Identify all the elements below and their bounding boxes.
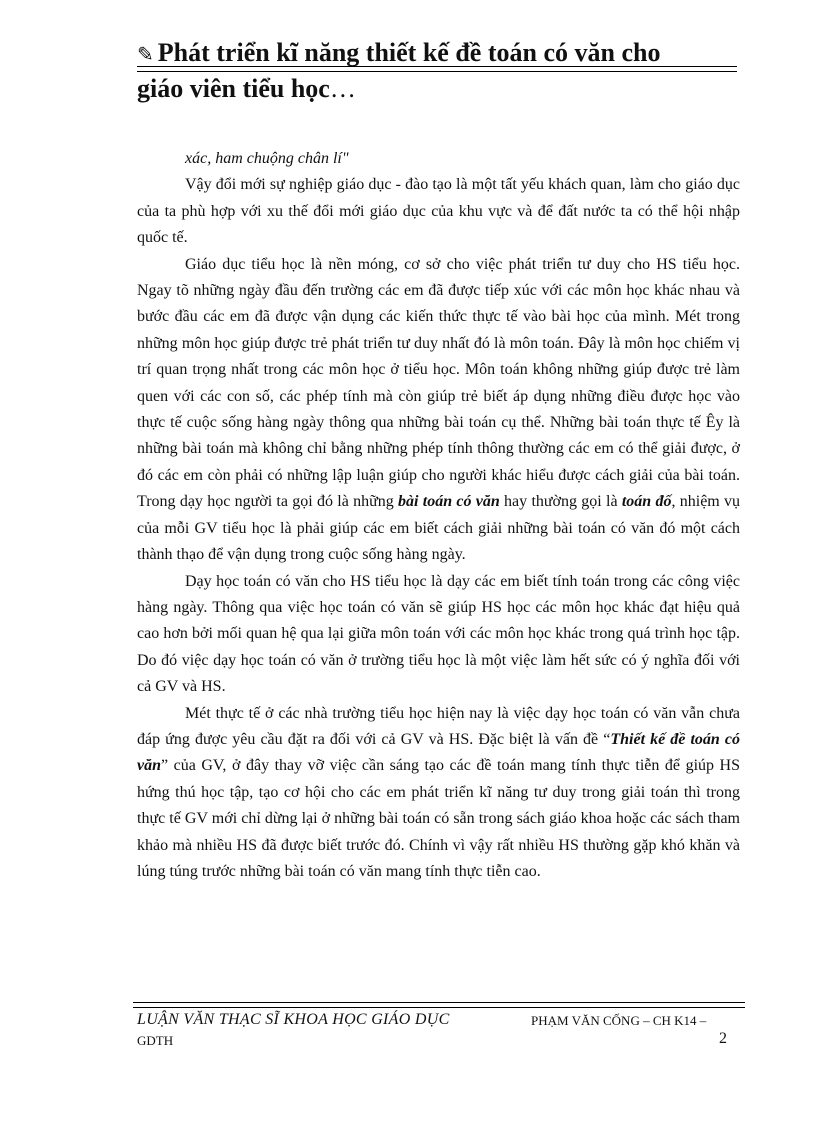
paragraph-2-text-c: , nhiệm vụ của mỗi GV tiểu học là phải giúp các em biết cách giải những bài toán có văn đó một cách thành thạo để vận dụng trong cuộc sống hàng ngày. — [137, 493, 741, 564]
paragraph-3: Dạy học toán có văn cho HS tiểu học là dạy các em biết tính toán trong các công việc hàng ngày. Thông qua việc học toán có văn sẽ giúp HS học các môn học khác đạt hiệu quả cao hơn bởi mối quan hệ qua lại giữa môn toán với các môn học khác trong quá trình học tập. Do đó việc dạy học toán có văn ở trường tiểu học là một việc làm hết sức có ý nghĩa đối với cả GV và HS. — [137, 572, 740, 696]
header-title-line1: Phát triển kĩ năng thiết kế đề toán có văn cho — [157, 38, 661, 67]
paragraph-4 — [137, 701, 740, 886]
header-title-line2: giáo viên tiểu học — [137, 74, 330, 103]
pencil-icon: ✎ — [137, 44, 154, 66]
paragraph-4-text-b: ” của GV, ở đây thay vỡ việc cần sáng tạo các đề toán mang tính thực tiễn để giúp HS hứng thú học tập, tạo cơ hội cho các em phát triển kĩ năng tư duy trong giải toán thì trong thực tế GV mới chỉ dừng lại ở những bài toán có sẵn trong sách giáo khoa hoặc các sách tham khảo mà nhiều HS đã được biết trước đó. Chính vì vậy rất nhiều HS thường gặp khó khăn và lúng túng trước những bài toán có văn mang tính thực tiễn cao. — [137, 757, 740, 880]
footer-author: PHẠM VĂN CỐNG – CH K14 – — [531, 1013, 707, 1028]
footer-program: GDTH — [137, 1033, 174, 1048]
document-body — [137, 146, 740, 885]
paragraph-1: Vậy đổi mới sự nghiệp giáo dục - đào tạo là một tất yếu khách quan, làm cho giáo dục của ta phù hợp với xu thế đổi mới giáo dục của khu vực và để đất nước ta có thể hội nhập quốc tế. — [137, 176, 740, 247]
paragraph-0: xác, ham chuộng chân lí" — [185, 150, 349, 167]
emphasis-bai-toan-co-van: bài toán có văn — [398, 493, 500, 511]
paragraph-2-text-a: Giáo dục tiểu học là nền móng, cơ sở cho việc phát triển tư duy cho HS tiểu học. Ngay tõ những ngày đầu đến trường các em đã được tiếp xúc với các môn học khác nhau và bước đầu các em đã được vận dụng các kiến thức thực tế vào bài học của mình. Mét trong những môn học giúp được trẻ phát triển tư duy nhất đó là môn toán. Đây là môn học chiếm vị trí quan trọng nhất trong các môn học ở tiểu học. Môn toán không những giúp được trẻ làm quen với các con số, các phép tính mà còn giúp trẻ biết áp dụng những điều được học vào thực tế cuộc sống hàng ngày thông qua những bài toán cụ thể. Những bài toán thực tế Êy là những bài toán mà không chỉ bằng những phép tính thông thường các em có thể giải được, ở đó các em còn phải có những lập luận giúp cho người khác hiểu được cách giải của bài toán. Trong dạy học người ta gọi đó là những — [137, 255, 740, 511]
paragraph-2-text-b: hay thường gọi là — [499, 493, 622, 511]
paragraph-4-text-a: Mét thực tế ở các nhà trường tiểu học hiện nay là việc dạy học toán có văn vẫn chưa đáp ứng được yêu cầu đặt ra đối với cả GV và HS. Đặc biệt là vấn đề “ — [137, 704, 740, 748]
footer-thesis-title: LUẬN VĂN THẠC SĨ KHOA HỌC GIÁO DỤC — [137, 1011, 450, 1028]
header-divider — [137, 66, 737, 72]
emphasis-toan-do: toán đố — [621, 493, 672, 511]
emphasis-thiet-ke-de-toan: Thiết kế đề toán có văn — [137, 730, 740, 775]
footer-divider — [133, 1002, 745, 1008]
paragraph-2 — [137, 252, 740, 569]
page-number: 2 — [719, 1030, 727, 1047]
header-title-ellipsis: … — [329, 74, 356, 103]
